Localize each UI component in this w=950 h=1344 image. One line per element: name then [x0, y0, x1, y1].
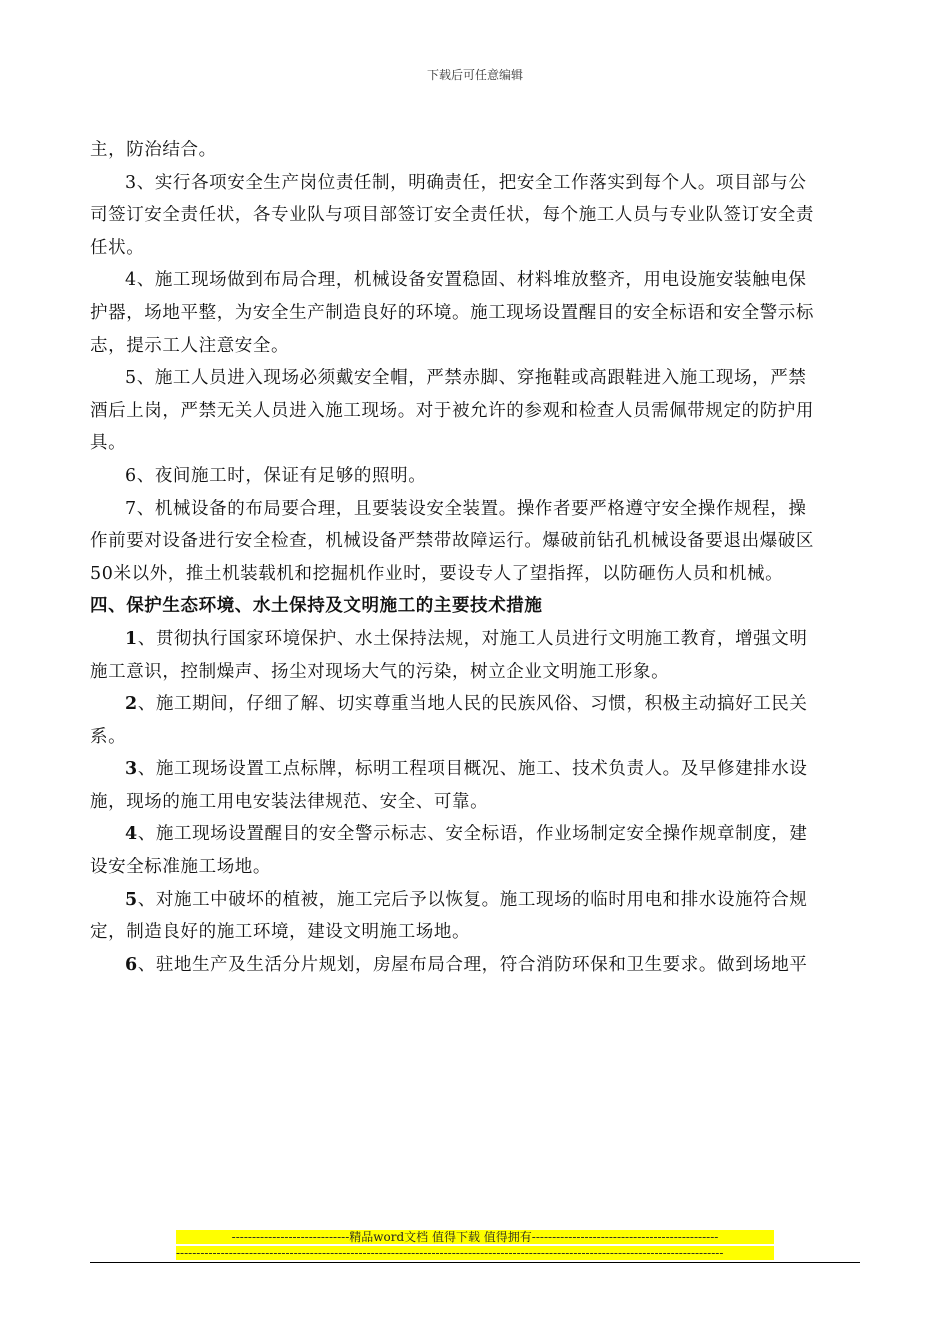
- text-line: [90, 297, 862, 330]
- line-text: 、驻地生产及生活分片规划，房屋布局合理，符合消防环保和卫生要求。做到场地平: [137, 954, 808, 975]
- text-line: [90, 753, 862, 786]
- text-line: [90, 460, 862, 493]
- line-text: 护器，场地平整，为安全生产制造良好的环境。施工现场设置醒目的安全标语和安全警示标: [90, 302, 814, 323]
- text-line: [90, 167, 862, 200]
- line-text: 3、实行各项安全生产岗位责任制，明确责任，把安全工作落实到每个人。项目部与公: [125, 172, 807, 193]
- text-line: [90, 493, 862, 526]
- line-text: 主，防治结合。: [90, 140, 217, 160]
- text-line: [90, 786, 862, 819]
- item-number: 1: [125, 628, 138, 649]
- line-text: 5、施工人员进入现场必须戴安全帽，严禁赤脚、穿拖鞋或高跟鞋进入施工现场，严禁: [125, 368, 807, 389]
- text-line: [90, 134, 862, 167]
- item-number: 2: [125, 694, 138, 715]
- text-line: [90, 949, 862, 982]
- line-text: 、对施工中破坏的植被，施工完后予以恢复。施工现场的临时用电和排水设施符合规: [137, 889, 808, 910]
- page-header: 下载后可任意编辑: [426, 68, 523, 82]
- line-text: 、施工现场设置工点标牌，标明工程项目概况、施工、技术负责人。及早修建排水设: [137, 759, 808, 780]
- document-body: [90, 134, 862, 981]
- text-line: [90, 525, 862, 558]
- footer-dash-line: ---------------------------------------------------------------------------------------------------------------------------------------: [176, 1246, 774, 1260]
- text-line: [90, 884, 862, 917]
- text-line: [90, 395, 862, 428]
- section-heading: [90, 590, 862, 623]
- item-number: 3: [125, 759, 138, 780]
- footer-banner: -----------------------------精品word文档 值得下载 值得拥有----------------------------------------------: [176, 1230, 774, 1244]
- item-number: 6: [125, 954, 138, 975]
- item-number: 5: [125, 889, 138, 910]
- line-text: 6、夜间施工时，保证有足够的照明。: [125, 465, 427, 486]
- text-line: [90, 427, 862, 460]
- text-line: [90, 916, 862, 949]
- line-text: 、施工现场设置醒目的安全警示标志、安全标语，作业场制定安全操作规章制度，建: [137, 824, 808, 845]
- line-text: 、施工期间，仔细了解、切实尊重当地人民的民族风俗、习惯，积极主动搞好工民关: [137, 694, 808, 715]
- text-line: [90, 264, 862, 297]
- text-line: [90, 688, 862, 721]
- text-line: [90, 558, 862, 591]
- text-line: [90, 656, 862, 689]
- line-text: 、贯彻执行国家环境保护、水土保持法规，对施工人员进行文明施工教育，增强文明: [137, 628, 808, 649]
- line-text: 7、机械设备的布局要合理，且要装设安全装置。操作者要严格遵守安全操作规程，操: [125, 498, 807, 519]
- line-text: 施，现场的施工用电安装法律规范、安全、可靠。: [90, 791, 489, 812]
- item-number: 4: [125, 824, 138, 845]
- line-text: 50米以外，推土机装载机和挖掘机作业时，要设专人了望指挥，以防砸伤人员和机械。: [90, 563, 784, 584]
- line-text: 四、保护生态环境、水土保持及文明施工的主要技术措施: [90, 596, 543, 617]
- text-line: [90, 362, 862, 395]
- text-line: [90, 818, 862, 851]
- text-line: [90, 199, 862, 232]
- line-text: 定，制造良好的施工环境，建设文明施工场地。: [90, 922, 471, 943]
- line-text: 任状。: [90, 237, 145, 258]
- line-text: 4、施工现场做到布局合理，机械设备安置稳固、材料堆放整齐，用电设施安装触电保: [125, 270, 807, 291]
- line-text: 施工意识，控制燥声、扬尘对现场大气的污染，树立企业文明施工形象。: [90, 661, 670, 682]
- text-line: [90, 623, 862, 656]
- line-text: 具。: [90, 433, 127, 454]
- footer-rule: [90, 1262, 860, 1263]
- line-text: 志，提示工人注意安全。: [90, 335, 290, 356]
- line-text: 作前要对设备进行安全检查，机械设备严禁带故障运行。爆破前钻孔机械设备要退出爆破区: [90, 531, 814, 552]
- text-line: [90, 721, 862, 754]
- text-line: [90, 330, 862, 363]
- text-line: [90, 851, 862, 884]
- line-text: 酒后上岗，严禁无关人员进入施工现场。对于被允许的参观和检查人员需佩带规定的防护用: [90, 400, 814, 421]
- line-text: 设安全标准施工场地。: [90, 857, 271, 878]
- text-line: [90, 232, 862, 265]
- line-text: 司签订安全责任状，各专业队与项目部签订安全责任状，每个施工人员与专业队签订安全责: [90, 205, 814, 226]
- line-text: 系。: [90, 726, 127, 747]
